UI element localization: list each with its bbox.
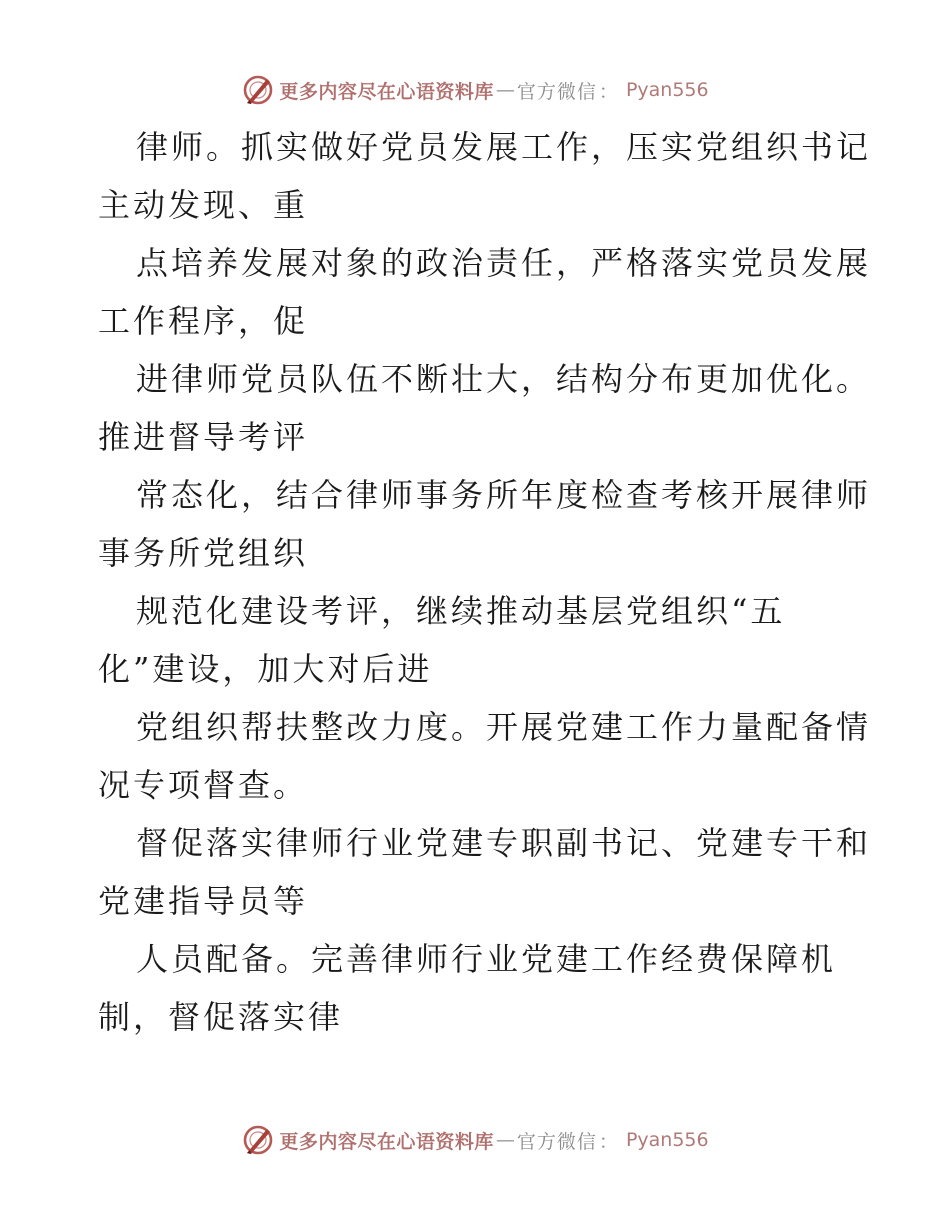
text-line: 人员配备。完善律师行业党建工作经费保障机 <box>136 940 837 978</box>
text-line: 化”建设，加大对后进 <box>98 650 433 688</box>
text-line: 工作程序，促 <box>98 302 309 340</box>
wechat-id: Pyan556 <box>625 79 709 101</box>
banner-colon: ： <box>598 1130 618 1153</box>
text-line: 点培养发展对象的政治责任，严格落实党员发展 <box>136 244 872 282</box>
pen-logo-icon <box>241 73 275 107</box>
text-line: 进律师党员队伍不断壮大，结构分布更加优化。 <box>136 360 872 398</box>
text-line: 事务所党组织 <box>98 534 309 572</box>
text-line: 制，督促落实律 <box>98 998 344 1036</box>
banner-colon: ： <box>598 80 618 103</box>
banner-dash: — <box>495 1129 515 1151</box>
wechat-label: 官方微信 <box>516 1130 597 1153</box>
text-line: 常态化，结合律师事务所年度检查考核开展律师 <box>136 476 872 514</box>
text-line: 况专项督查。 <box>98 766 309 804</box>
text-line: 主动发现、重 <box>98 186 309 224</box>
text-line: 党组织帮扶整改力度。开展党建工作力量配备情 <box>136 708 872 746</box>
text-line: 推进督导考评 <box>98 418 309 456</box>
wechat-id: Pyan556 <box>625 1129 709 1151</box>
banner-dash: — <box>495 79 515 101</box>
wechat-label: 官方微信 <box>516 80 597 103</box>
text-line: 党建指导员等 <box>98 882 309 920</box>
text-line: 律师。抓实做好党员发展工作，压实党组织书记 <box>136 128 872 166</box>
pen-logo-icon <box>241 1123 275 1157</box>
footer-banner <box>0 1120 950 1160</box>
document-body <box>98 118 878 1046</box>
text-line: 督促落实律师行业党建专职副书记、党建专干和 <box>136 824 872 862</box>
site-name: 更多内容尽在心语资料库 <box>279 1130 494 1153</box>
header-banner <box>0 70 950 110</box>
text-line: 规范化建设考评，继续推动基层党组织“五 <box>136 592 786 630</box>
site-name: 更多内容尽在心语资料库 <box>279 80 494 103</box>
